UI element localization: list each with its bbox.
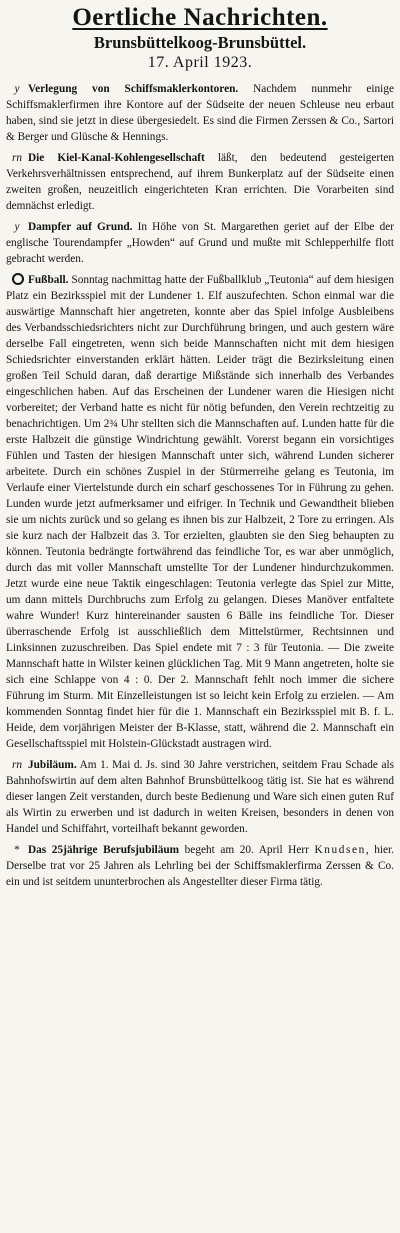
article-marker: rn bbox=[11, 759, 23, 771]
article-jubilaeum bbox=[6, 757, 394, 837]
article-body: läßt, den bedeutend gesteigerten Verkehrsverhältnissen entsprechend, auf ihrem Bunkerplatz auf der Südseite einen zweiten großen, neuzeitlich eingerichteten Kran errichten. Die Vorarbeiten sind demnächst erledigt. bbox=[6, 152, 394, 212]
person-name: Knudsen bbox=[314, 844, 366, 856]
article-heading: Jubiläum. bbox=[28, 759, 77, 771]
article-berufsjubilaeum bbox=[6, 842, 394, 890]
article-body: Am 1. Mai d. Js. sind 30 Jahre verstrichen, seitdem Frau Schade als Bahnhofswirtin auf dem alten Bahnhof Brunsbüttelkoog tätig ist. Sie hat es während dieser langen Zeit verstanden, durch beste Bedienung und Ware sich einen guten Ruf als Wirtin zu erwerben und ist dadurch in weiten Kreisen, besonders in denen von Handel und Schiffahrt, vorteilhaft bekannt geworden. bbox=[6, 759, 394, 835]
article-body: begeht am 20. April Herr bbox=[179, 844, 315, 856]
article-dampfer bbox=[6, 219, 394, 267]
article-body: Sonntag nachmittag hatte der Fußballklub „Teutonia“ auf dem hiesigen Platz ein Bezirksspiel mit der Lundener 1. Elf auszufechten. Schon einmal war die auswärtige Mannschaft hier angetreten, konnte aber das Spiel infolge Ausbleibens des Verbandsschiedsrichters nicht zur Durchführung bringen, und auch gestern wäre derselbe Fall eingetreten, wenn sich beide Mannschaften nicht mit dem hiesigen Schiedsrichter einverstanden erklärt hätten. Leider trägt die Bezirksleitung einen großen Teil Schuld daran, daß derartige Mißstände sich innerhalb des Verbandes eingeschlichen haben. Auf das Erscheinen der Lundener waren die Hiesigen nicht vorbereitet; der Verband hatte es nicht für nötig befunden, den Verein rechtzeitig zu benachrichtigen. Um 2¾ Uhr stellten sich die Mannschaften auf. Lunden hatte für die erste Halbzeit die günstige Windrichtung gewählt. Vorerst begann ein vorsichtiges Fühlen und Tasten der hiesigen Mannschaft unter sich, während Lunden sicherer arbeitete. Durch ein schönes Zuspiel in der Stürmerreihe gelang es Teutonia, im Verlaufe einer Viertelstunde durch ein scharf geschossenes Tor in Führung zu gehen. Lunden wurde jetzt aufmerksamer und eifriger. In Technik und Gewandtheit blieben sie um nichts zurück und so gelang es ihnen bis zur Halbzeit, 2 Tore zu erringen. Als sie kurz nach der Halbzeit das 3. Tor erzielten, glaubten sie den Sieg behaupten zu können. Teutonia bedrängte fortwährend das feindliche Tor, es war aber unmöglich, durch das mit voller Mannschaft umstellte Tor der Lundener hindurchzukommen. Jetzt wurde eine neue Taktik eingeschlagen: Teutonia verlegte das Spiel zur Mitte, um dann mittels Durchbruchs zum Erfolg zu gelangen. Dieses Manöver entfaltete wahre Wunder! Kurz hintereinander sausten 6 Bälle ins feindliche Tor. Dieser überraschende Erfolg ist ausschließlich dem Mittelstürmer, Rechtsinnen und Linksinnen zuzuschreiben. Das Spiel endete mit 7 : 3 für Teutonia. — Die zweite Mannschaft hatte in Wilster keinen glücklichen Tag. Mit 9 Mann angetreten, holte sie sich eine Schlappe von 4 : 0. Der 2. Mannschaft fehlt noch immer die sichere Führung im Sturm. Mit Einzelleistungen ist so leicht kein Erfolg zu erzielen. — Am kommenden Sonntag findet hier für die 1. Mannschaft ein Bezirksspiel mit B. f. L. Heide, dem vorjährigen Meister der B-Klasse, statt, während die 2. Mannschaft ein Gesellschaftsspiel mit Holstein-Glückstadt austragen wird. bbox=[6, 274, 394, 750]
article-body: In Höhe von St. Margarethen geriet auf der Elbe der englische Tourendampfer „Howden“ auf Grund und mußte mit Schlepperhilfe flott gebracht werden. bbox=[6, 221, 394, 265]
circle-marker-icon bbox=[12, 273, 24, 285]
article-heading: Das 25jährige Berufsjubiläum bbox=[28, 844, 180, 856]
article-body: Nachdem nunmehr einige Schiffsmaklerfirmen ihre Kontore auf der Südseite der neuen Schleuse neu erbaut haben, sind sie jetzt in diese übergesiedelt. Es sind die Firmen Zerssen & Co., Sartori & Berger und Glüsche & Hennings. bbox=[6, 83, 394, 143]
article-heading: Fußball. bbox=[28, 274, 69, 286]
article-fussball bbox=[6, 272, 394, 752]
article-marker: y bbox=[14, 83, 20, 95]
article-heading: Verlegung von Schiffsmaklerkontoren. bbox=[28, 83, 239, 95]
article-marker: rn bbox=[11, 152, 23, 164]
issue-date: 17. April 1923. bbox=[147, 54, 253, 71]
masthead bbox=[6, 4, 394, 73]
article-heading: Dampfer auf Grund. bbox=[28, 221, 133, 233]
article-marker: * bbox=[14, 844, 20, 856]
article-kohlengesellschaft bbox=[6, 150, 394, 214]
article-marker: y bbox=[14, 221, 20, 233]
section-title: Oertliche Nachrichten. bbox=[72, 4, 328, 31]
article-heading: Die Kiel-Kanal-Kohlengesellschaft bbox=[28, 152, 205, 164]
locality-heading: Brunsbüttelkoog-Brunsbüttel. bbox=[93, 33, 307, 52]
article-body: , hier. Derselbe trat vor 25 Jahren als Lehrling bei der Schiffsmaklerfirma Zerssen & Co. ein und ist seitdem ununterbrochen als Angestellter dieser Firma tätig. bbox=[6, 844, 394, 888]
article-schiffsmaklerkontoren bbox=[6, 81, 394, 145]
